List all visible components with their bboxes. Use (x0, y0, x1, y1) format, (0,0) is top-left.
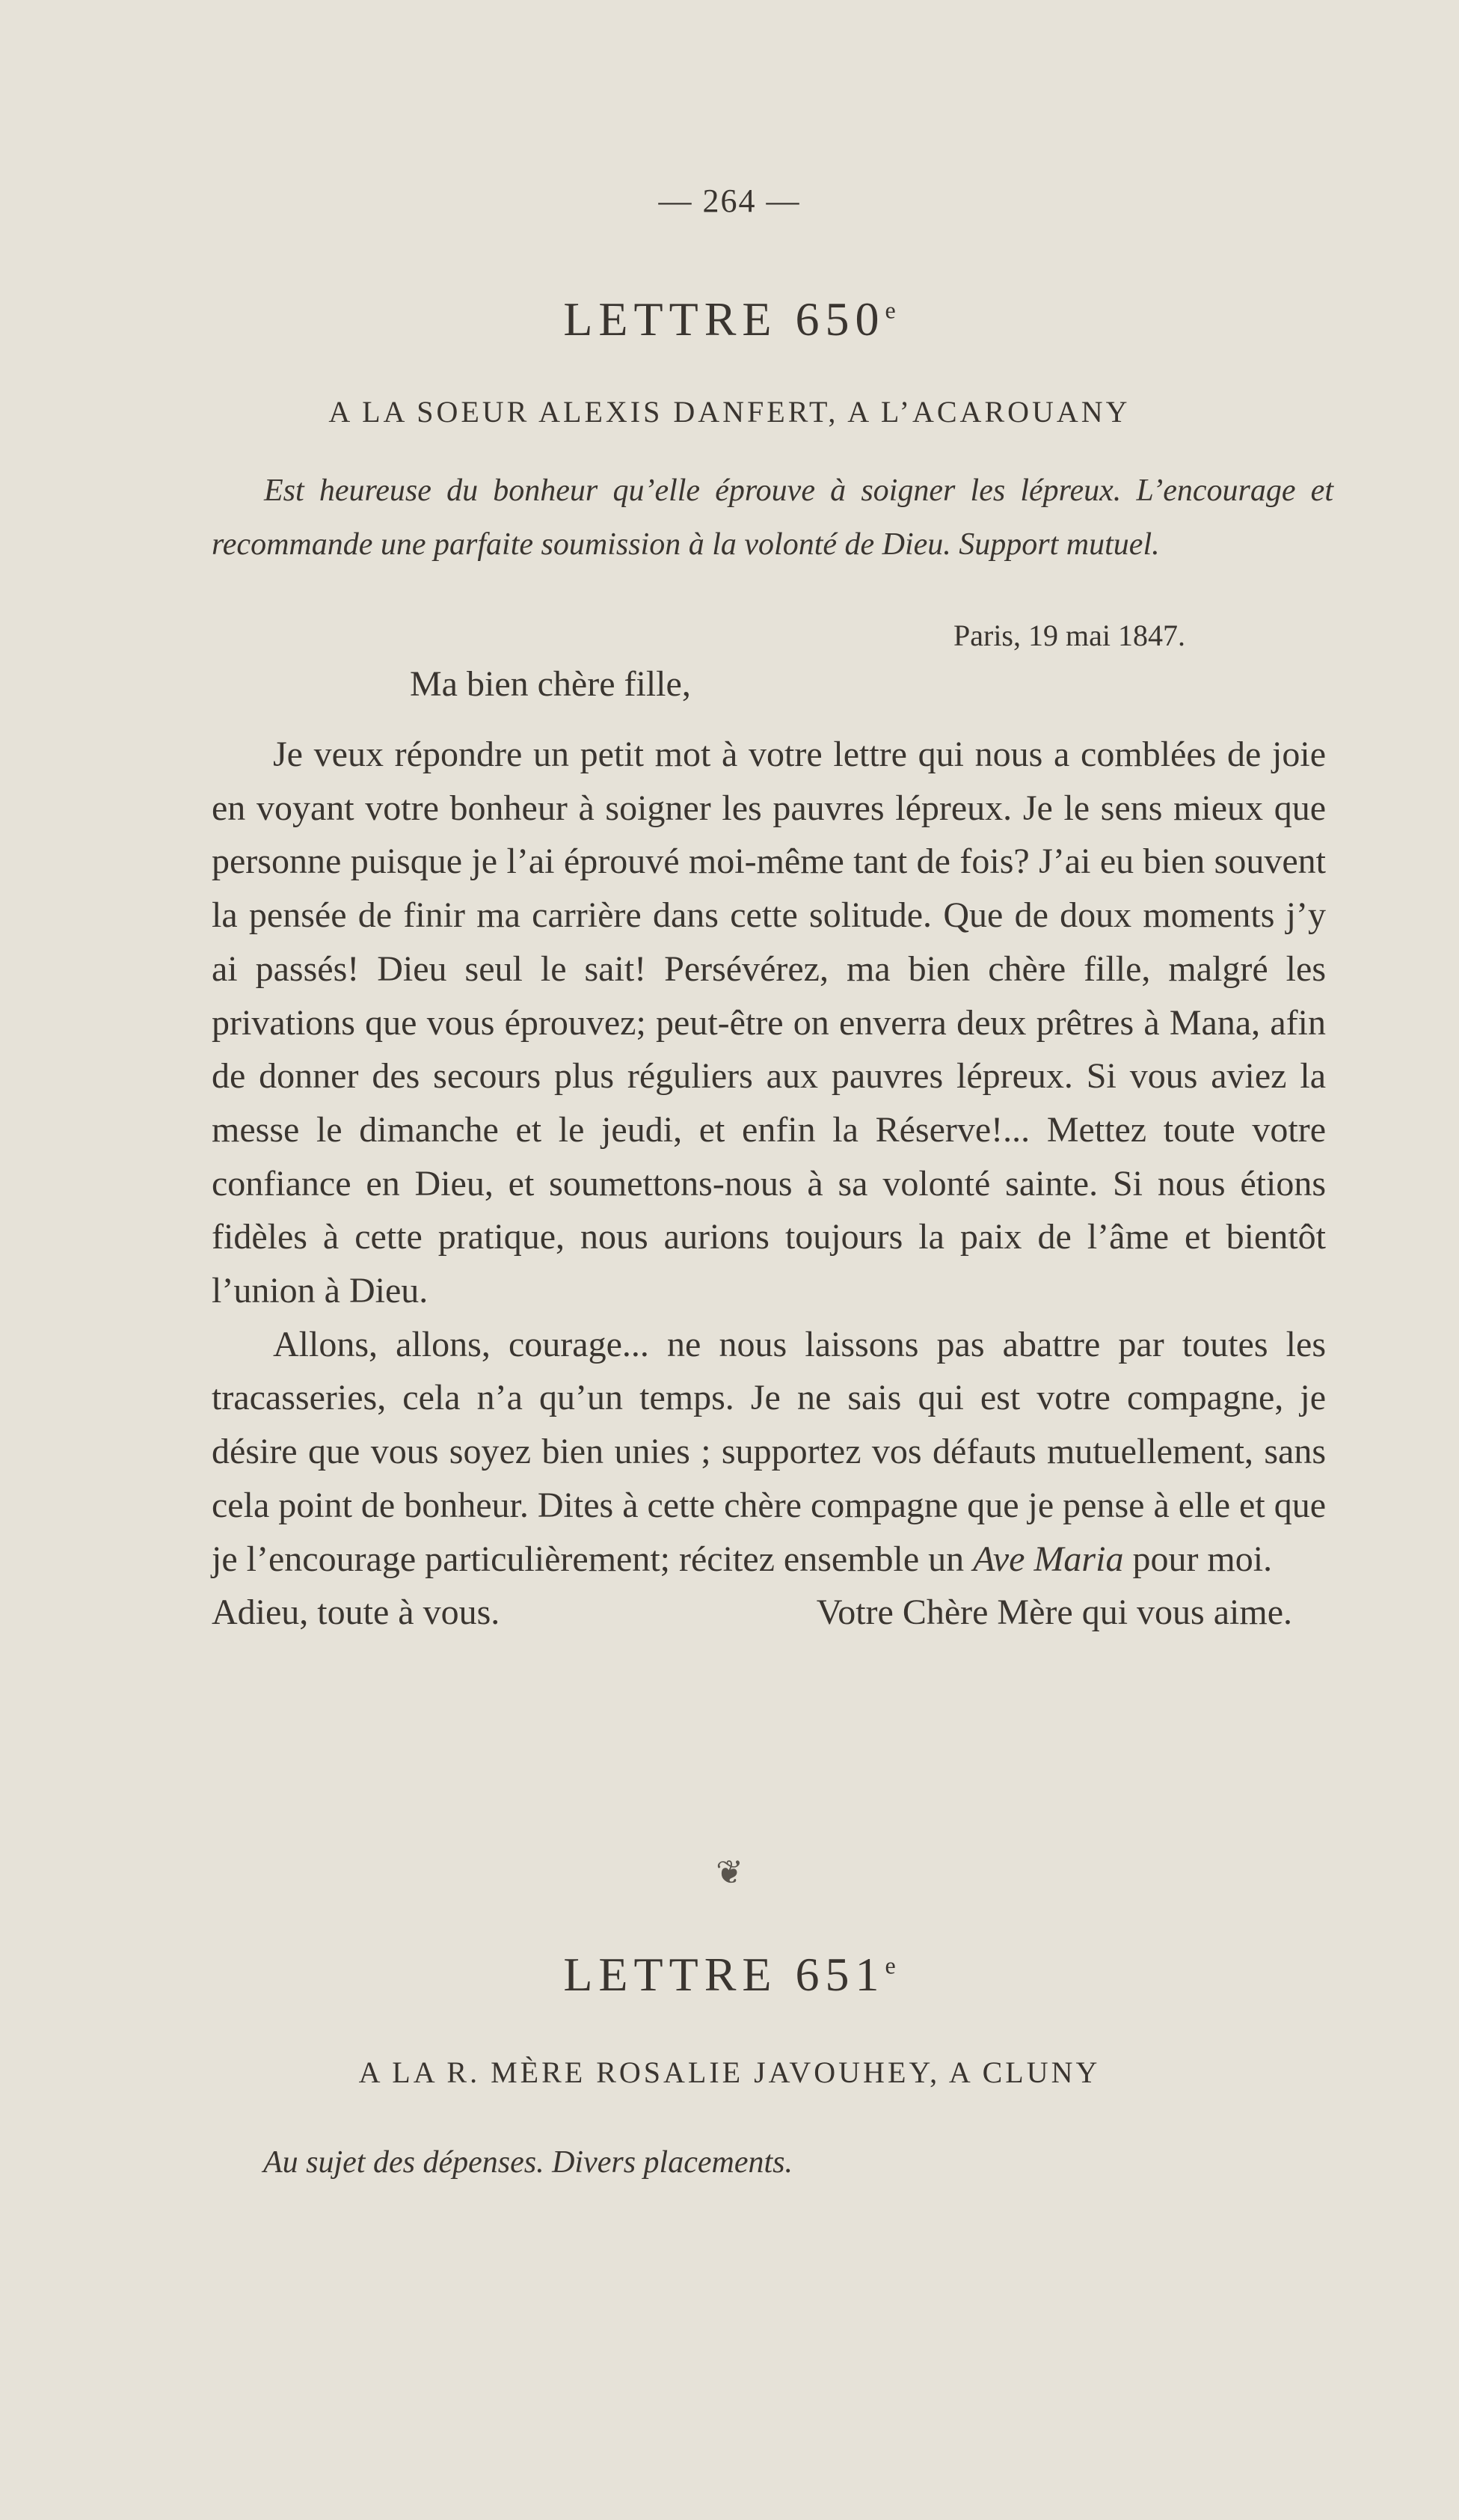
page-number: — 264 — (658, 183, 801, 219)
letter-650-dateline: Paris, 19 mai 1847. (953, 619, 1185, 652)
letter-650-addressee: A LA SOEUR ALEXIS DANFERT, A L’ACAROUANY (328, 395, 1131, 429)
letter-650-title (0, 292, 1459, 347)
letter-651-summary: Au sujet des dépenses. Divers placements. (263, 2145, 793, 2180)
letter-650-ave-maria: Ave Maria (973, 1539, 1124, 1579)
letter-650-salutation: Ma bien chère fille, (410, 664, 691, 704)
letter-651-title-suffix: e (885, 1952, 896, 1979)
letter-650-closing-left: Adieu, toute à vous. (212, 1592, 500, 1633)
letter-651-title (0, 1947, 1459, 2002)
letter-650-signature: Votre Chère Mère qui vous aime. (816, 1592, 1292, 1633)
letter-650-body (212, 728, 1326, 1640)
letter-650-summary: Est heureuse du bonheur qu’elle éprouve à soigner les lépreux. L’encourage et recommande une parfaite soumission à la volonté de Dieu. Support mutuel. (212, 473, 1333, 562)
letter-651-addressee: A LA R. MÈRE ROSALIE JAVOUHEY, A CLUNY (358, 2055, 1101, 2089)
letter-650-title-suffix: e (885, 296, 896, 324)
section-ornament: ❦ (716, 1854, 743, 1891)
letter-650-paragraph-2-text: Allons, allons, courage... ne nous laissons pas abattre par toutes les tracasseries, cela n’a qu’un temps. Je ne sais qui est votre compagne, je désire que vous soyez bien unies ; supportez vos défauts mutuellement, sans cela point de bonheur. Dites à cette chère compagne que je pense à elle et que je l’encourage particulièrement; récitez ensemble un (212, 1324, 1326, 1579)
letter-651-title-text: LETTRE 651 (563, 1948, 885, 2001)
letter-650-title-text: LETTRE 650 (563, 292, 885, 346)
letter-650-closing (212, 1586, 1326, 1640)
letter-650-paragraph-2-end: pour moi. (1132, 1539, 1273, 1579)
letter-650-paragraph-1: Je veux répondre un petit mot à votre lettre qui nous a comblées de joie en voyant votre bonheur à soigner les pauvres lépreux. Je le sens mieux que personne puisque je l’ai éprouvé moi-même tant de fois? J’ai eu bien souvent la pensée de finir ma carrière dans cette solitude. Que de doux moments j’y ai passés! Dieu seul le sait! Persévérez, ma bien chère fille, malgré les privations que vous éprouvez; peut-être on enverra deux prêtres à Mana, afin de donner des secours plus réguliers aux pauvres lépreux. Si vous aviez la messe le dimanche et le jeudi, et enfin la Réserve!... Mettez toute votre confiance en Dieu, et soumettons-nous à sa volonté sainte. Si nous étions fidèles à cette pratique, nous aurions toujours la paix de l’âme et bientôt l’union à Dieu. (212, 735, 1326, 1311)
letter-650-paragraph-2 (212, 1318, 1326, 1587)
